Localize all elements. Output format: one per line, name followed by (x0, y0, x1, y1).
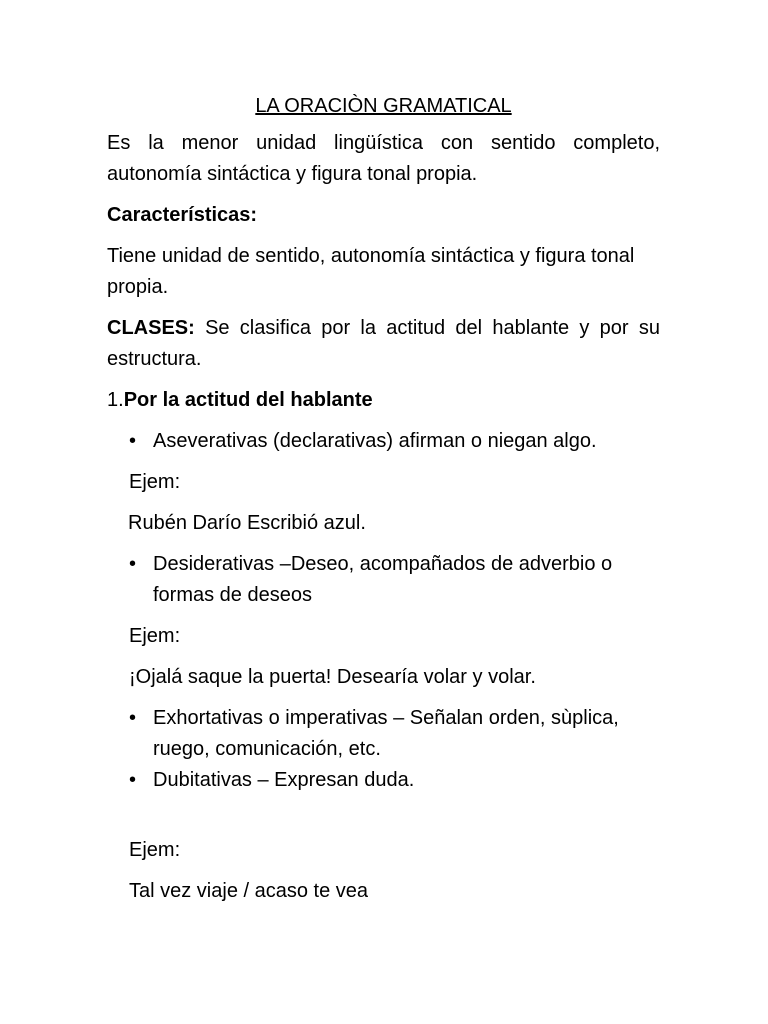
clases-label: CLASES: (107, 317, 195, 339)
list-item-text: Aseverativas (declarativas) afirman o niegan algo. (153, 430, 597, 452)
list-item (107, 765, 660, 796)
intro-paragraph: Es la menor unidad lingüística con sentido completo, autonomía sintáctica y figura tonal propia. (107, 132, 660, 185)
example-label: Ejem: (129, 625, 181, 647)
section-1-number: 1. (107, 389, 124, 411)
bullet-icon: • (129, 553, 137, 575)
example-label: Ejem: (129, 839, 181, 861)
caracteristicas-heading (107, 200, 660, 231)
section-1-heading (107, 385, 660, 416)
bullet-icon: • (129, 430, 137, 452)
clases-paragraph (107, 313, 660, 375)
bullet-list-2 (107, 549, 660, 611)
list-item-text: Dubitativas – Expresan duda. (153, 769, 415, 791)
bullet-list-3 (107, 703, 660, 796)
list-item (107, 549, 660, 611)
document-title: LA ORACIÒN GRAMATICAL (255, 95, 512, 117)
list-item-text: Exhortativas o imperativas – Señalan orden, sùplica, ruego, comunicación, etc. (153, 707, 619, 760)
list-item-text: Desiderativas –Deseo, acompañados de adverbio o formas de deseos (153, 553, 613, 606)
bullet-list-1 (107, 426, 660, 457)
section-1-heading-text: Por la actitud del hablante (123, 389, 373, 411)
caracteristicas-paragraph: Tiene unidad de sentido, autonomía sintáctica y figura tonal propia. (107, 245, 635, 298)
example-label: Ejem: (129, 471, 181, 493)
example-text: Rubén Darío Escribió azul. (128, 512, 366, 534)
clases-text: Se clasifica por la actitud del hablante y por su estructura. (107, 317, 660, 370)
caracteristicas-heading-text: Características: (107, 204, 258, 226)
bullet-icon: • (129, 769, 137, 791)
document-body (107, 92, 660, 917)
example-text: Tal vez viaje / acaso te vea (129, 880, 369, 902)
list-item (107, 426, 660, 457)
example-text: ¡Ojalá saque la puerta! Desearía volar y volar. (129, 666, 536, 688)
list-item (107, 703, 660, 765)
bullet-icon: • (129, 707, 137, 729)
